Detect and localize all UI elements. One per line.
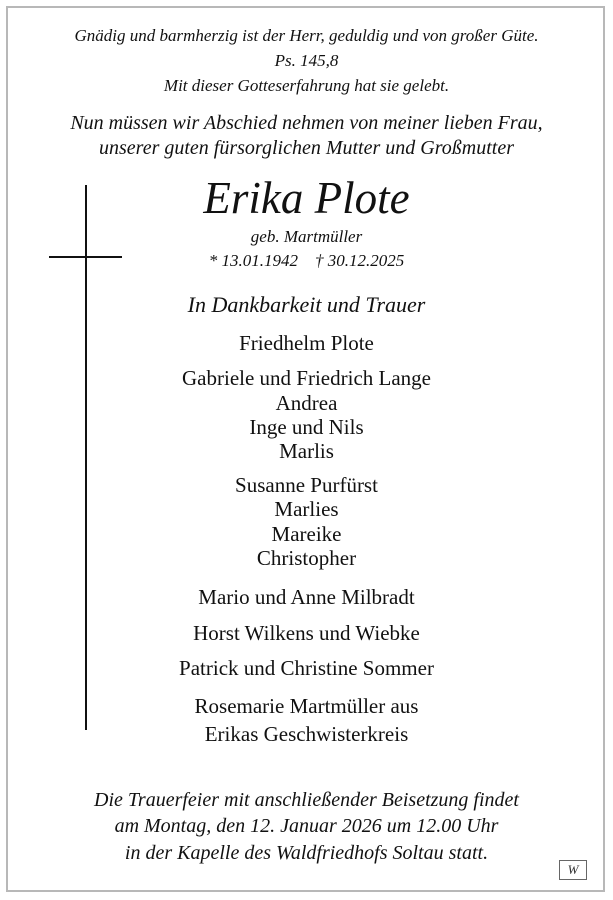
mourner-line: Andrea <box>275 391 338 415</box>
mourner-spouse: Friedhelm Plote <box>239 331 374 355</box>
intro-line: unserer guten fürsorglichen Mutter und Großmutter <box>99 137 514 159</box>
deceased-name: Erika Plote <box>203 173 410 223</box>
funeral-info: am Montag, den 12. Januar 2026 um 12.00 Uhr <box>114 815 499 837</box>
mourner-line: Inge und Nils <box>249 415 364 439</box>
mourner-line: Marlis <box>279 439 334 463</box>
mourner-line: Christopher <box>256 546 357 570</box>
verse-note: Mit dieser Gotteserfahrung hat sie gelebt. <box>163 76 450 95</box>
mourners-heading: In Dankbarkeit und Trauer <box>187 292 426 317</box>
mourner-line: Gabriele und Friedrich Lange <box>182 366 431 390</box>
funeral-info: in der Kapelle des Waldfriedhofs Soltau statt. <box>124 842 489 864</box>
mourner-line: Mario und Anne Milbradt <box>198 585 415 609</box>
mourner-line: Susanne Purfürst <box>235 473 378 497</box>
verse-reference: Ps. 145,8 <box>274 51 339 70</box>
mourner-line: Patrick und Christine Sommer <box>179 656 434 680</box>
mourner-line: Erikas Geschwisterkreis <box>204 722 409 746</box>
mourner-line: Marlies <box>274 497 339 521</box>
verse-text: Gnädig und barmherzig ist der Herr, geduldig und von großer Güte. <box>74 26 539 45</box>
mourner-line: Horst Wilkens und Wiebke <box>193 621 420 645</box>
mourner-line: Rosemarie Martmüller aus <box>194 694 419 718</box>
life-dates: * 13.01.1942 † 30.12.2025 <box>208 251 405 270</box>
funeral-info: Die Trauerfeier mit anschließender Beisetzung findet <box>94 789 519 811</box>
intro-line: Nun müssen wir Abschied nehmen von meiner lieben Frau, <box>70 112 543 134</box>
maiden-name: geb. Martmüller <box>250 227 363 246</box>
publisher-logo-icon: W <box>559 860 587 880</box>
mourner-line: Mareike <box>271 522 342 546</box>
